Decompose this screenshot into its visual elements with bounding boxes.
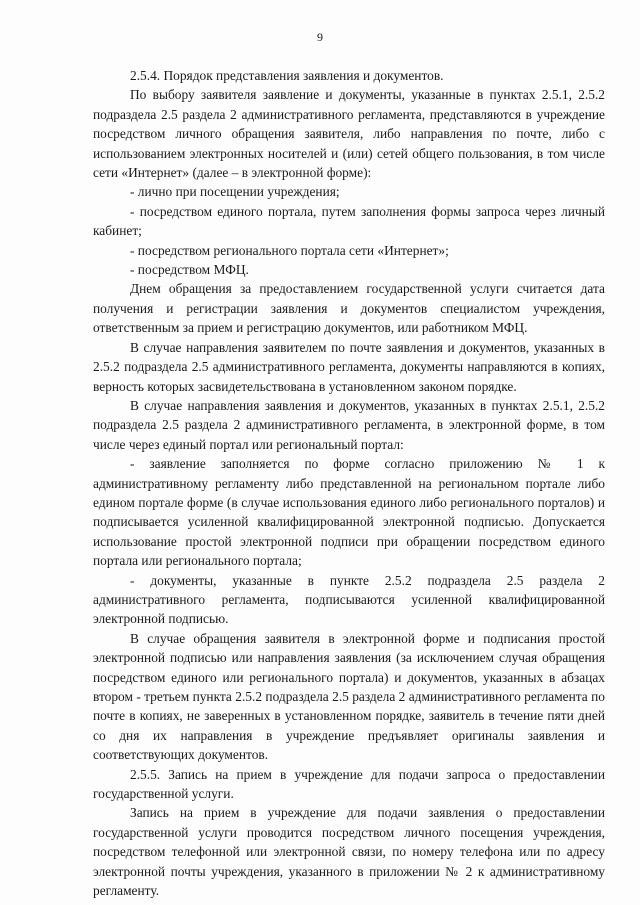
list-item-mfc: - посредством МФЦ. [130,262,249,278]
list-item-unified-portal: - посредством единого портала, путем заполнения формы запроса через личный кабинет; [93,203,605,239]
list-item-in-person: - лично при посещении учреждения; [130,184,340,200]
paragraph-originals-requirement: В случае обращения заявителя в электронной форме и подписания простой электронной подписью или направления заявления (за исключением случая обращения посредством единого или регионального портала) и документов, указанных в абзацах втором - третьем пункта 2.5.2 подраздела 2.5 раздела 2 административного регламента по почте в копиях, не заверенных в установленном порядке, заявитель в течение пяти дней со дня их направления в учреждение предъявляет оригиналы заявления и соответствующих документов. [93,630,605,763]
list-item-regional-portal: - посредством регионального портала сети «Интернет»; [130,242,449,258]
paragraph-postal-submission: В случае направления заявителем по почте заявления и документов, указанных в 2.5.2 подраздела 2.5 административного регламента, документы направляются в копиях, верность которых засвидетельствована в установленном законом порядке. [93,339,605,394]
section-heading-2-5-4: 2.5.4. Порядок представления заявления и документов. [130,68,444,83]
document-body [93,66,605,900]
paragraph-application-date: Днем обращения за предоставлением государственной услуги считается дата получения и регистрации заявления и документов специалистом учреждения, ответственным за прием и регистрацию документов, или работником МФЦ. [93,281,605,336]
paragraph-appointment-booking: Запись на прием в учреждение для подачи заявления о предоставлении государственной услуги проводится посредством личного посещения учреждения, посредством телефонной или электронной связи, по номеру телефона или по адресу электронной почты учреждения, указанного в приложении № 2 к административному регламенту. [93,805,605,899]
list-item-application-form: - заявление заполняется по форме согласно приложению № 1 к административному регламенту либо представленной на региональном портале либо едином портале форме (в случае использования единого либо регионального порталов) и подписывается усиленной квалифицированной электронной подписью. Допускается использование простой электронной подписи при обращении посредством единого портала или регионального портала; [93,456,605,569]
list-item-documents-signature: - документы, указанные в пункте 2.5.2 подраздела 2.5 раздела 2 административного регламента, подписываются усиленной квалифицированной электронной подписью. [93,572,605,627]
paragraph-submission-methods: По выбору заявителя заявление и документы, указанные в пунктах 2.5.1, 2.5.2 подраздела 2.5 раздела 2 административного регламента, представляются в учреждение посредством личного обращения заявителя, либо направления по почте, либо с использованием электронных носителей и (или) сетей общего пользования, в том числе сети «Интернет» (далее – в электронной форме): [93,87,605,181]
page-number: 9 [317,30,323,44]
section-heading-2-5-5: 2.5.5. Запись на прием в учреждение для подачи запроса о предоставлении государственной услуги. [93,766,605,802]
paragraph-electronic-submission: В случае направления заявления и документов, указанных в пунктах 2.5.1, 2.5.2 подраздела 2.5 раздела 2 административного регламента, в электронной форме, в том числе через единый портал или региональный портал: [93,397,605,452]
